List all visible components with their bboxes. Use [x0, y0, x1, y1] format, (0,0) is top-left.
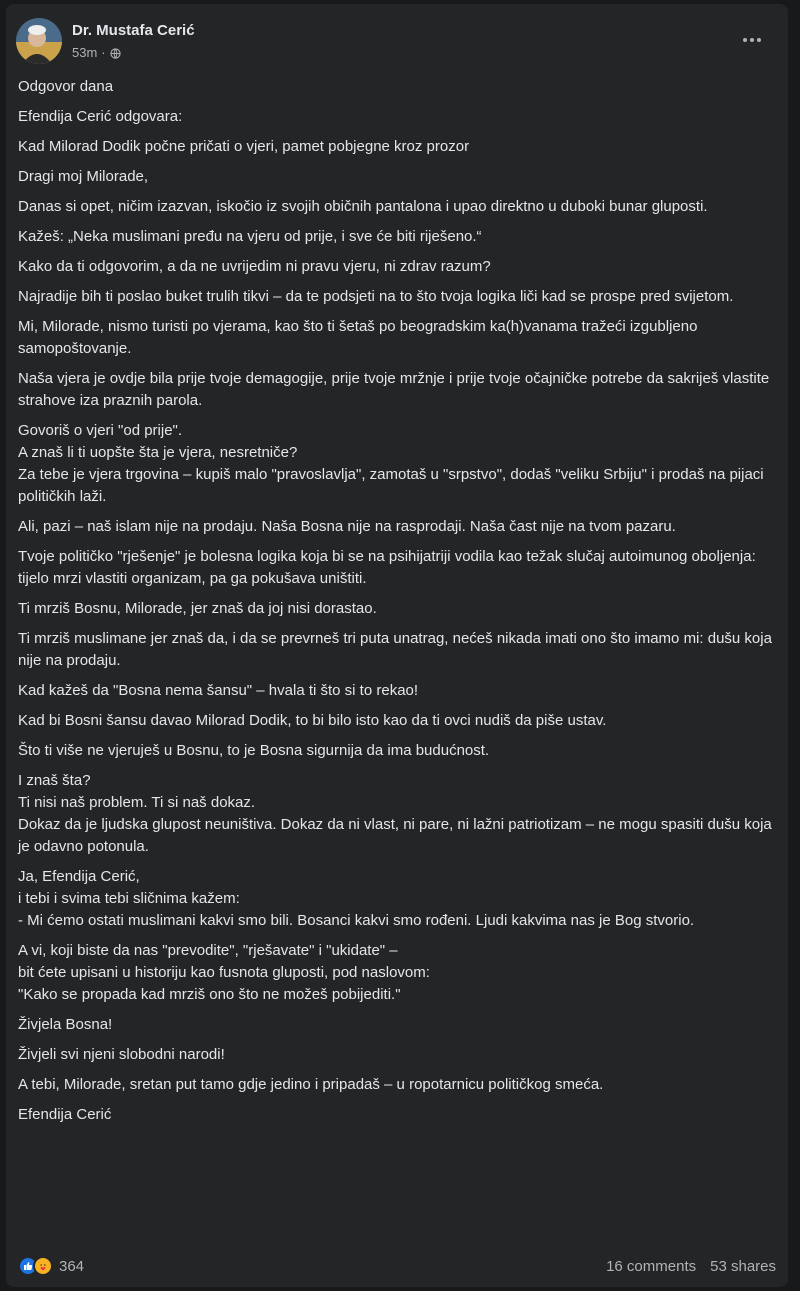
- comments-link[interactable]: 16 comments: [606, 1257, 697, 1275]
- post-paragraph: Kako da ti odgovorim, a da ne uvrijedim ni pravu vjeru, ni zdrav razum?: [18, 258, 491, 275]
- post-paragraph: Govoriš o vjeri "od prije". A znaš li ti uopšte šta je vjera, nesretniče? Za tebe je vjera trgovina – kupiš malo "pravoslavlja", zamotaš u "srpstvo", dodaš "veliku Srbiju" i prodaš na pijaci političkih laži.: [18, 422, 764, 505]
- post-paragraph: Odgovor dana: [18, 78, 114, 95]
- post-paragraph: Efendija Cerić odgovara:: [18, 108, 183, 125]
- globe-icon[interactable]: [110, 47, 121, 58]
- avatar[interactable]: [16, 18, 62, 64]
- post-paragraph: Ja, Efendija Cerić, i tebi i svima tebi sličnima kažem: - Mi ćemo ostati muslimani kakvi smo bili. Bosanci kakvi smo rođeni. Ljudi kakvima nas je Bog stvorio.: [18, 868, 695, 929]
- post-paragraph: Najradije bih ti poslao buket trulih tikvi – da te podsjeti na to što tvoja logika liči kad se prospe pred svijetom.: [18, 288, 734, 305]
- author-name[interactable]: Dr. Mustafa Cerić: [72, 22, 195, 39]
- reactions-summary[interactable]: [18, 1256, 84, 1276]
- post-paragraph: Efendija Cerić: [18, 1106, 112, 1123]
- post-meta: 53m ·: [72, 45, 121, 60]
- post-paragraph: Naša vjera je ovdje bila prije tvoje demagogije, prije tvoje mržnje i prije tvoje očajničke potrebe da sakriješ vlastite strahove iza praznih parola.: [18, 370, 770, 409]
- post-text: [18, 76, 778, 1134]
- more-options-icon[interactable]: [736, 28, 768, 52]
- post-paragraph: Tvoje političko "rješenje" je bolesna logika koja bi se na psihijatriji vodila kao težak slučaj autoimunog oboljenja: tijelo mrzi vlastiti organizam, pa ga pokušava uništiti.: [18, 548, 756, 587]
- post-paragraph: Ti mrziš muslimane jer znaš da, i da se prevrneš tri puta unatrag, nećeš nikada imati ono što imamo mi: dušu koja nije na prodaju.: [18, 630, 772, 669]
- post-paragraph: A vi, koji biste da nas "prevodite", "rješavate" i "ukidate" – bit ćete upisani u historiju kao fusnota gluposti, pod naslovom: "Kako se propada kad mrziš ono što ne možeš pobijediti.": [18, 942, 430, 1003]
- post-card: [6, 4, 788, 1287]
- post-header: [16, 18, 778, 68]
- post-time[interactable]: 53m: [72, 45, 98, 60]
- post-paragraph: Živjela Bosna!: [18, 1016, 113, 1033]
- post-paragraph: Kad Milorad Dodik počne pričati o vjeri, pamet pobjegne kroz prozor: [18, 138, 470, 155]
- post-paragraph: Što ti više ne vjeruješ u Bosnu, to je Bosna sigurnija da ima budućnost.: [18, 742, 490, 759]
- post-paragraph: I znaš šta? Ti nisi naš problem. Ti si naš dokaz. Dokaz da je ljudska glupost neuništiva. Dokaz da ni vlast, ni pare, ni lažni patriotizam – ne mogu spasiti dušu koja je odavno potonula.: [18, 772, 772, 855]
- post-footer: [18, 1253, 776, 1279]
- post-stats: [606, 1258, 776, 1275]
- post-paragraph: Mi, Milorade, nismo turisti po vjerama, kao što ti šetaš po beogradskim ka(h)vanama tražeći izgubljeno samopoštovanje.: [18, 318, 698, 357]
- post-paragraph: Živjeli svi njeni slobodni narodi!: [18, 1046, 225, 1063]
- post-paragraph: A tebi, Milorade, sretan put tamo gdje jedino i pripadaš – u ropotarnicu političkog smeća.: [18, 1076, 604, 1093]
- post-paragraph: Kad kažeš da "Bosna nema šansu" – hvala ti što si to rekao!: [18, 682, 419, 699]
- shares-link[interactable]: 53 shares: [710, 1257, 776, 1275]
- care-icon: [33, 1256, 53, 1276]
- reaction-count: 364: [59, 1257, 85, 1275]
- post-paragraph: Ali, pazi – naš islam nije na prodaju. Naša Bosna nije na rasprodaji. Naša čast nije na tvom pazaru.: [18, 518, 676, 535]
- post-paragraph: Kad bi Bosni šansu davao Milorad Dodik, to bi bilo isto kao da ti ovci nudiš da piše ustav.: [18, 712, 607, 729]
- post-paragraph: Dragi moj Milorade,: [18, 168, 149, 185]
- post-paragraph: Danas si opet, ničim izazvan, iskočio iz svojih običnih pantalona i upao direktno u duboki bunar gluposti.: [18, 198, 708, 215]
- post-paragraph: Ti mrziš Bosnu, Milorade, jer znaš da joj nisi dorastao.: [18, 600, 377, 617]
- post-paragraph: Kažeš: „Neka muslimani pređu na vjeru od prije, i sve će biti riješeno.“: [18, 228, 482, 245]
